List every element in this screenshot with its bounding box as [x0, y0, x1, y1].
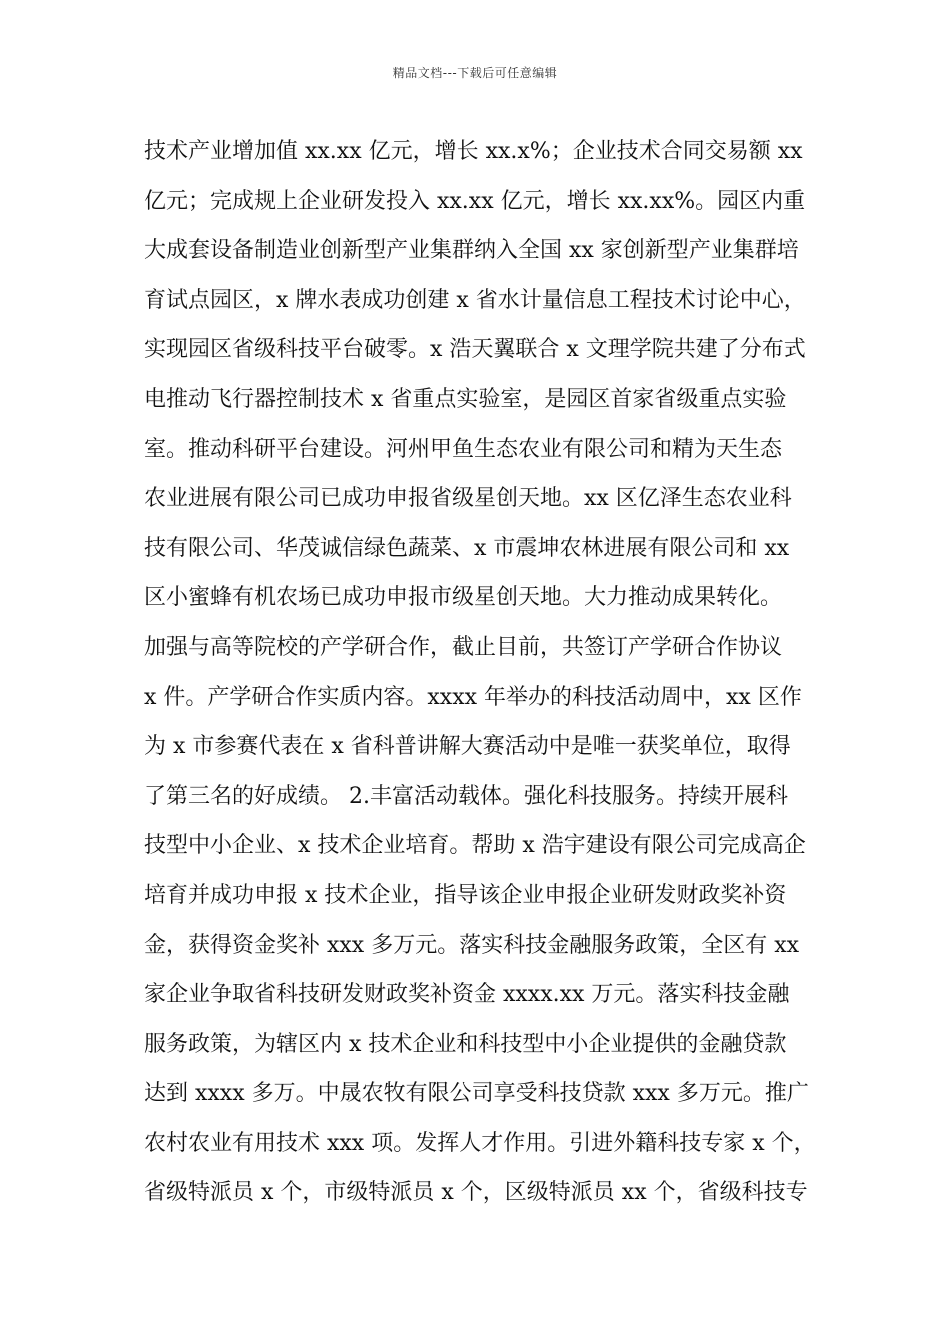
- body-paragraph: [144, 131, 816, 1222]
- text-line: 亿元；完成规上企业研发投入 xx.xx 亿元，增长 xx.xx%。园区内重: [144, 188, 806, 214]
- text-line: 技术产业增加值 xx.xx 亿元，增长 xx.x%；企业技术合同交易额 xx: [144, 139, 803, 164]
- text-line: 技有限公司、华茂诚信绿色蔬菜、x 市震坤农林进展有限公司和 xx: [144, 535, 790, 561]
- text-line: 大成套设备制造业创新型产业集群纳入全国 xx 家创新型产业集群培: [144, 238, 799, 264]
- text-line: x 件。产学研合作实质内容。xxxx 年举办的科技活动周中，xx 区作: [144, 684, 802, 710]
- text-line: 农村农业有用技术 xxx 项。发挥人才作用。引进外籍科技专家 x 个，: [144, 1130, 816, 1156]
- text-line: 区小蜜蜂有机农场已成功申报市级星创天地。大力推动成果转化。: [144, 585, 783, 611]
- text-line: 实现园区省级科技平台破零。x 浩天翼联合 x 文理学院共建了分布式: [144, 337, 806, 363]
- text-line: 为 x 市参赛代表在 x 省科普讲解大赛活动中是唯一获奖单位，取得: [144, 734, 791, 760]
- text-line: 家企业争取省科技研发财政奖补资金 xxxx.xx 万元。落实科技金融: [144, 982, 790, 1008]
- text-line: 电推动飞行器控制技术 x 省重点实验室，是园区首家省级重点实验: [144, 386, 787, 412]
- text-line: 省级特派员 x 个，市级特派员 x 个，区级特派员 xx 个，省级科技专: [144, 1180, 808, 1206]
- text-line: 培育并成功申报 x 技术企业，指导该企业申报企业研发财政奖补资: [144, 882, 787, 908]
- text-line: 技型中小企业、x 技术企业培育。帮助 x 浩宇建设有限公司完成高企: [144, 833, 806, 859]
- text-line: 达到 xxxx 多万。中晟农牧有限公司享受科技贷款 xxx 多万元。推广: [144, 1081, 809, 1107]
- text-line: 农业进展有限公司已成功申报省级星创天地。xx 区亿泽生态农业科: [144, 486, 792, 512]
- page-header: 精品文档---下载后可任意编辑: [392, 66, 558, 80]
- text-line: 了第三名的好成绩。 2.丰富活动载体。强化科技服务。持续开展科: [144, 783, 788, 809]
- text-line: 育试点园区，x 牌水表成功创建 x 省水计量信息工程技术讨论中心，: [144, 287, 806, 313]
- text-line: 加强与高等院校的产学研合作，截止目前，共签订产学研合作协议: [144, 634, 783, 660]
- text-line: 室。推动科研平台建设。河州甲鱼生态农业有限公司和精为天生态: [144, 436, 783, 462]
- text-line: 金，获得资金奖补 xxx 多万元。落实科技金融服务政策，全区有 xx: [144, 932, 800, 958]
- text-line: 服务政策，为辖区内 x 技术企业和科技型中小企业提供的金融贷款: [144, 1031, 787, 1057]
